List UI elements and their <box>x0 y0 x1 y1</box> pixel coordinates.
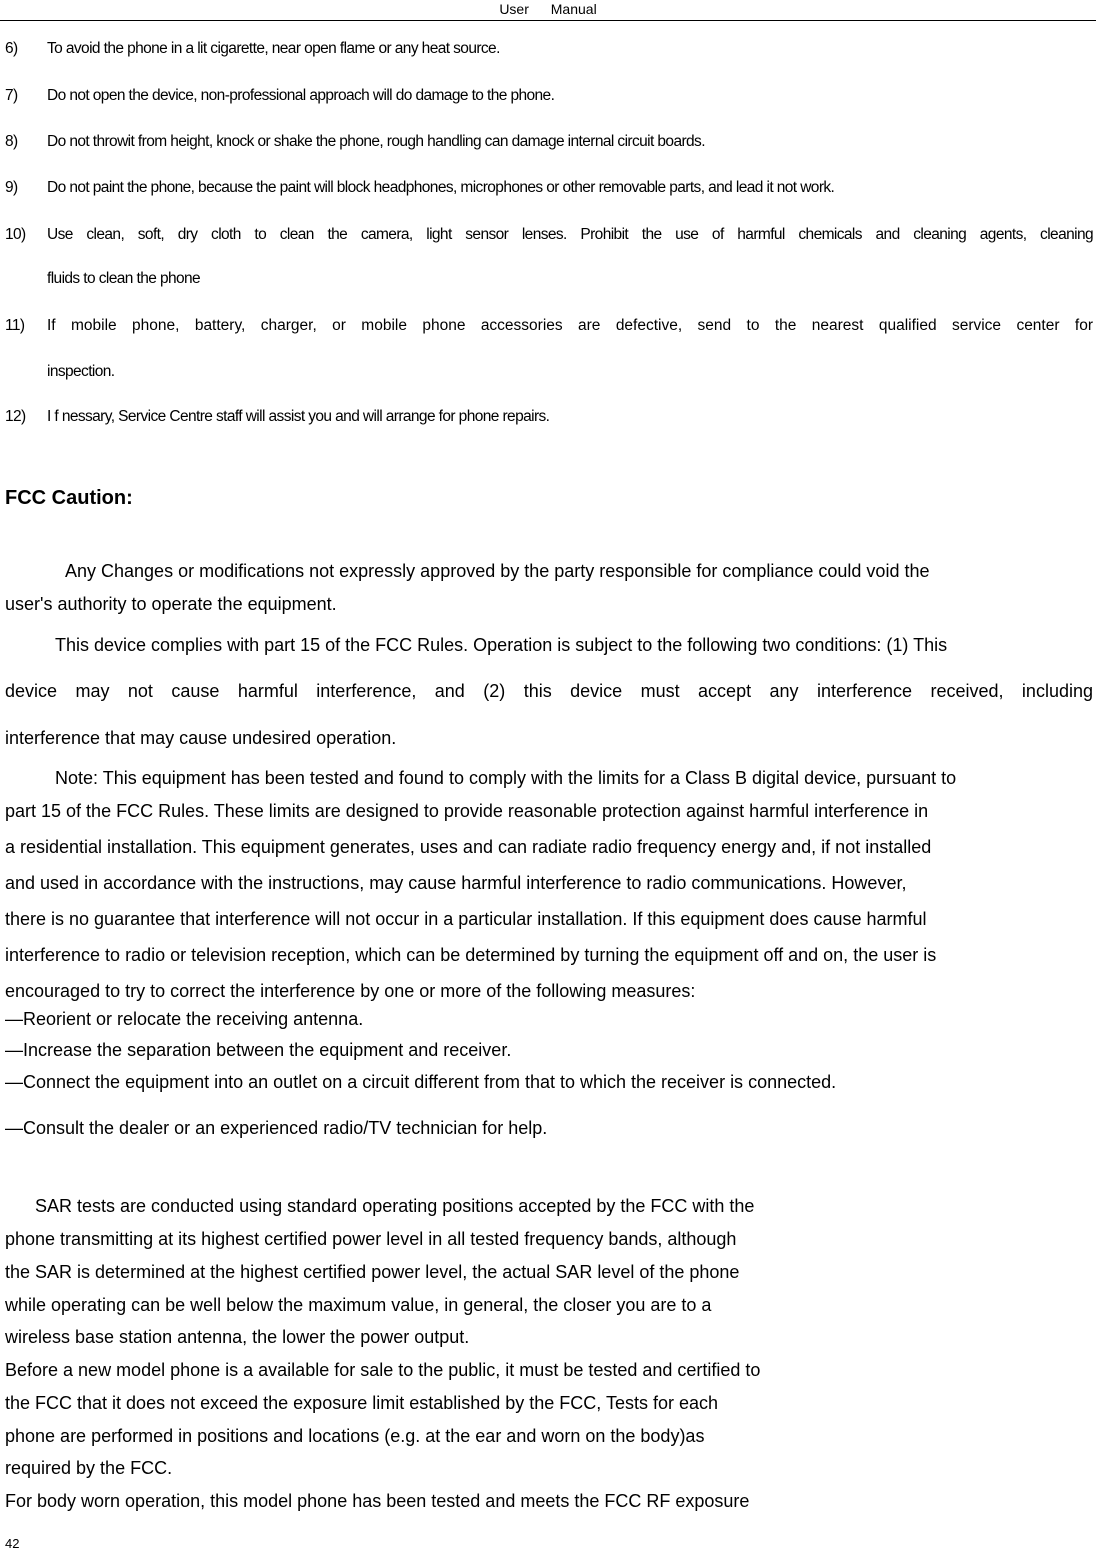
sar-line: the FCC that it does not exceed the exposure limit established by the FCC, Tests for each <box>5 1393 719 1413</box>
header-left: User <box>499 1 529 17</box>
sar-line: the SAR is determined at the highest certified power level, the actual SAR level of the phone <box>5 1262 740 1282</box>
fcc-measure: —Consult the dealer or an experienced radio/TV technician for help. <box>5 1118 548 1138</box>
fcc-p3-line: and used in accordance with the instructions, may cause harmful interference to radio communications. However, <box>5 873 907 893</box>
fcc-p3-line: interference to radio or television reception, which can be determined by turning the equipment off and on, the user is <box>5 945 937 965</box>
fcc-p2-line: This device complies with part 15 of the FCC Rules. Operation is subject to the following two conditions: (1) This <box>55 635 948 655</box>
list-text: To avoid the phone in a lit cigarette, near open flame or any heat source. <box>47 40 500 57</box>
list-text: Use clean, soft, dry cloth to clean the camera, light sensor lenses. Prohibit the use of harmful chemicals and cleaning agents, cleaning <box>47 226 1093 243</box>
list-text: Do not open the device, non-professional approach will do damage to the phone. <box>47 87 555 104</box>
header-right: Manual <box>550 1 597 17</box>
sar-line: while operating can be well below the maximum value, in general, the closer you are to a <box>5 1295 712 1315</box>
sar-line: phone are performed in positions and locations (e.g. at the ear and worn on the body)as <box>5 1426 705 1446</box>
sar-line: wireless base station antenna, the lower the power output. <box>5 1327 470 1347</box>
list-number: 8) <box>5 133 18 150</box>
fcc-p3-line: Note: This equipment has been tested and found to comply with the limits for a Class B digital device, pursuant to <box>55 768 957 788</box>
list-number: 10) <box>5 226 26 243</box>
page-number: 42 <box>5 1536 20 1551</box>
list-text: If mobile phone, battery, charger, or mobile phone accessories are defective, send to the nearest qualified service center for <box>47 317 1093 334</box>
list-text: I f nessary, Service Centre staff will assist you and will arrange for phone repairs. <box>47 408 550 425</box>
fcc-p2-line: device may not cause harmful interference, and (2) this device must accept any interference received, including <box>5 681 1093 701</box>
list-number: 6) <box>5 40 18 57</box>
list-number: 7) <box>5 87 18 104</box>
sar-line: phone transmitting at its highest certified power level in all tested frequency bands, although <box>5 1229 737 1249</box>
fcc-p1-line: user's authority to operate the equipment. <box>5 594 337 614</box>
list-text-continued: fluids to clean the phone <box>47 270 201 287</box>
fcc-measure: —Connect the equipment into an outlet on a circuit different from that to which the receiver is connected. <box>5 1072 837 1092</box>
fcc-measure: —Reorient or relocate the receiving antenna. <box>5 1009 364 1029</box>
list-text: Do not paint the phone, because the paint will block headphones, microphones or other removable parts, and lead it not work. <box>47 179 835 196</box>
list-text: Do not throwit from height, knock or shake the phone, rough handling can damage internal circuit boards. <box>47 133 705 150</box>
fcc-measure: —Increase the separation between the equipment and receiver. <box>5 1040 512 1060</box>
fcc-p2-line: interference that may cause undesired operation. <box>5 728 397 748</box>
fcc-p3-line: a residential installation. This equipment generates, uses and can radiate radio frequency energy and, if not installed <box>5 837 932 857</box>
list-text-continued: inspection. <box>47 363 115 380</box>
list-number: 9) <box>5 179 18 196</box>
sar-line: SAR tests are conducted using standard operating positions accepted by the FCC with the <box>35 1196 755 1216</box>
running-header <box>0 0 1096 21</box>
list-number: 11) <box>5 317 25 334</box>
fcc-p3-line: part 15 of the FCC Rules. These limits are designed to provide reasonable protection against harmful interference in <box>5 801 929 821</box>
list-number: 12) <box>5 408 26 425</box>
fcc-p1-line: Any Changes or modifications not expressly approved by the party responsible for compliance could void the <box>65 561 930 581</box>
fcc-heading: FCC Caution: <box>5 487 133 509</box>
fcc-p3-line: there is no guarantee that interference will not occur in a particular installation. If this equipment does cause harmful <box>5 909 927 929</box>
sar-line: required by the FCC. <box>5 1458 173 1478</box>
sar-line: For body worn operation, this model phone has been tested and meets the FCC RF exposure <box>5 1491 750 1511</box>
sar-line: Before a new model phone is a available for sale to the public, it must be tested and certified to <box>5 1360 761 1380</box>
fcc-p3-line: encouraged to try to correct the interference by one or more of the following measures: <box>5 981 696 1001</box>
